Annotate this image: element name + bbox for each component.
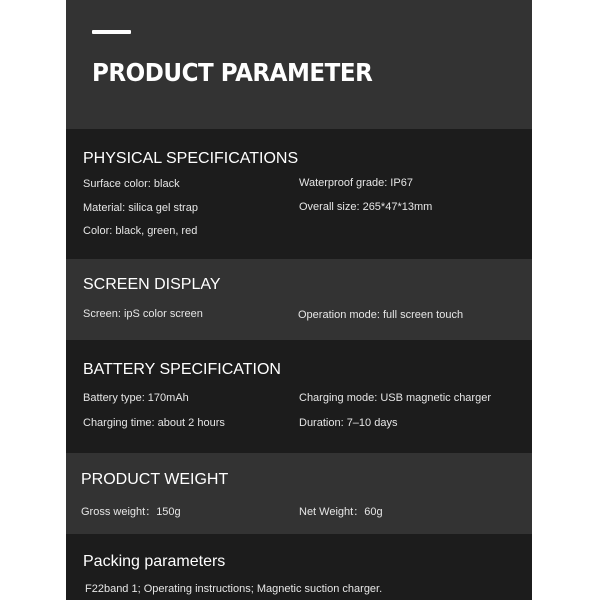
spec-screen: Screen: ipS color screen bbox=[83, 308, 203, 320]
spec-duration: Duration: 7–10 days bbox=[299, 417, 398, 429]
section-battery-specification bbox=[66, 340, 532, 453]
header-band bbox=[66, 0, 532, 129]
spec-charging-time: Charging time: about 2 hours bbox=[83, 417, 225, 429]
spec-color: Color: black, green, red bbox=[83, 225, 198, 237]
spec-charging-mode: Charging mode: USB magnetic charger bbox=[299, 392, 491, 404]
page-title: PRODUCT PARAMETER bbox=[92, 58, 373, 87]
spec-surface-color: Surface color: black bbox=[83, 178, 180, 190]
spec-operation-mode: Operation mode: full screen touch bbox=[298, 309, 464, 321]
section-title: PRODUCT WEIGHT bbox=[81, 471, 229, 488]
packing-contents: F22band 1; Operating instructions; Magnetic suction charger. bbox=[85, 583, 383, 595]
spec-net-weight: Net Weight：60g bbox=[299, 506, 383, 518]
spec-waterproof-grade: Waterproof grade: IP67 bbox=[299, 177, 413, 189]
spec-overall-size: Overall size: 265*47*13mm bbox=[299, 201, 433, 213]
section-title: BATTERY SPECIFICATION bbox=[83, 361, 281, 378]
section-physical-specifications bbox=[66, 129, 532, 259]
accent-bar bbox=[92, 30, 131, 34]
section-screen-display bbox=[66, 259, 532, 340]
spec-battery-type: Battery type: 170mAh bbox=[83, 392, 189, 404]
section-title: Packing parameters bbox=[83, 553, 226, 570]
section-title: PHYSICAL SPECIFICATIONS bbox=[83, 150, 299, 167]
section-packing-parameters bbox=[66, 534, 532, 600]
spec-material: Material: silica gel strap bbox=[83, 202, 198, 214]
section-product-weight bbox=[66, 453, 532, 534]
product-parameter-panel bbox=[66, 0, 532, 600]
spec-gross-weight: Gross weight：150g bbox=[81, 506, 181, 518]
section-title: SCREEN DISPLAY bbox=[83, 276, 221, 293]
